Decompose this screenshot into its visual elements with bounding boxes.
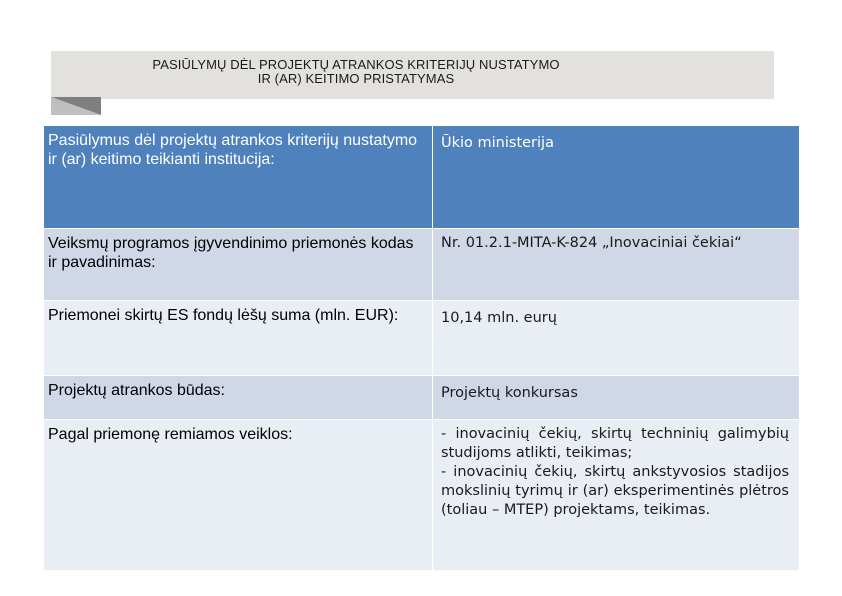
selection-method-value: Projektų konkursas — [433, 376, 800, 420]
page-title — [51, 58, 661, 86]
activities-label: Pagal priemonę remiamos veiklos: — [44, 420, 433, 571]
funds-label: Priemonei skirtų ES fondų lėšų suma (mln. EUR): — [44, 301, 433, 376]
activities-value — [433, 420, 800, 571]
page-title-line-2: IR (AR) KEITIMO PRISTATYMAS — [257, 71, 455, 86]
activity-item: - inovacinių čekių, skirtų techninių galimybių studijoms atlikti, teikimas; — [441, 426, 789, 461]
measure-code-value: Nr. 01.2.1-MITA-K-824 „Inovaciniai čekiai“ — [433, 229, 800, 301]
info-table — [43, 125, 800, 571]
activity-item: - inovacinių čekių, skirtų ankstyvosios stadijos mokslinių tyrimų ir (ar) eksperimentinės plėtros (toliau – MTEP) projektams, teikimas. — [441, 464, 789, 518]
banner-fold-shape — [51, 97, 101, 115]
measure-code-label: Veiksmų programos įgyvendinimo priemonės kodas ir pavadinimas: — [44, 229, 433, 301]
institution-label: Pasiūlymus dėl projektų atrankos kriterijų nustatymo ir (ar) keitimo teikianti institucija: — [44, 126, 433, 229]
funds-value: 10,14 mln. eurų — [433, 301, 800, 376]
page-title-line-1: PASIŪLYMŲ DĖL PROJEKTŲ ATRANKOS KRITERIJŲ NUSTATYMO — [152, 57, 560, 72]
table-row-measure-code — [44, 229, 800, 301]
table-row-activities — [44, 420, 800, 571]
table-row-institution — [44, 126, 800, 229]
table-row-funds — [44, 301, 800, 376]
selection-method-label: Projektų atrankos būdas: — [44, 376, 433, 420]
institution-value: Ūkio ministerija — [433, 126, 800, 229]
table-row-selection-method — [44, 376, 800, 420]
